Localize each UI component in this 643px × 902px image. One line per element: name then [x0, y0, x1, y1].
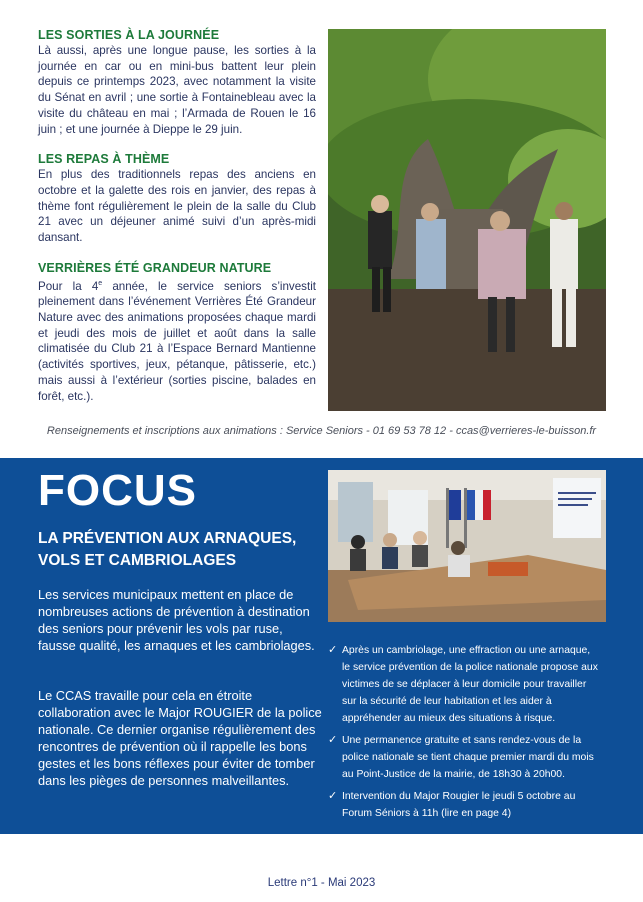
section-title-sorties: LES SORTIES À LA JOURNÉE	[38, 28, 220, 42]
checkmark-icon: ✓	[328, 644, 338, 656]
section-body-sorties: Là aussi, après une longue pause, les sorties à la journée en car ou en mini-bus battent leur plein depuis ce printemps 2023, avec notamment la visite du Sénat en avril ; une sortie à Fontainebleau avec la visite du château en mai ; l’Armada de Rouen le 16 juin ; et une journée à Dieppe le 29 juin.	[38, 44, 316, 136]
focus-paragraph-1: Les services municipaux mettent en place de nombreuses actions de prévention à destination des seniors pour prévenir les vols par ruse, fausse qualité, les arnaques et les cambriolages.	[38, 587, 315, 653]
seniors-tree-photo	[328, 29, 606, 411]
section-body-repas: En plus des traditionnels repas des anciens en octobre et la galette des rois en janvier, des repas à thème font régulièrement le plein de la salle du Club 21 avec un déjeuner animé suivi d’un après-midi dansant.	[38, 168, 316, 245]
section-body-verrieres	[38, 276, 316, 404]
focus-checklist	[328, 642, 600, 827]
verrieres-body-rest: année, le service seniors s’investit pleinement dans l’événement Verrières Été Grandeur Nature avec des animations proposées chaque mardi et jeudi des mois de juillet et août dans la salle climatisée du Club 21 à l’Espace Bernard Mantienne (activités sportives, jeux, pétanque, pâtisserie, etc.) mais aussi à l’extérieur (sorties piscine, balades en forêt, etc.).	[38, 279, 316, 403]
focus-paragraph-2: Le CCAS travaille pour cela en étroite collaboration avec le Major ROUGIER de la police nationale. Ce dernier organise régulièrement des rencontres de prévention où il rappelle les bons gestes et les bons réflexes pour éviter de tomber dans les pièges de personnes malveillantes.	[38, 688, 322, 788]
focus-section	[0, 458, 643, 834]
check-item-text: Une permanence gratuite et sans rendez-vous de la police nationale se tient chaque premier mardi du mois au Point-Justice de la mairie, de 18h30 à 20h00.	[342, 735, 594, 780]
check-item	[328, 642, 600, 727]
checkmark-icon: ✓	[328, 734, 338, 746]
check-item-text: Intervention du Major Rougier le jeudi 5 octobre au Forum Séniors à 11h (lire en page 4)	[342, 791, 576, 819]
verrieres-body-sup: e	[98, 279, 103, 287]
left-column	[38, 27, 316, 418]
section-title-verrieres: VERRIÈRES ÉTÉ GRANDEUR NATURE	[38, 260, 272, 275]
meeting-room-photo	[328, 470, 606, 622]
check-item	[328, 732, 600, 783]
footer: Lettre n°1 - Mai 2023	[267, 877, 376, 889]
info-line: Renseignements et inscriptions aux animations : Service Seniors - 01 69 53 78 12 - ccas@verrieres-le-buisson.fr	[46, 425, 597, 437]
verrieres-body-start: Pour la 4	[38, 279, 99, 293]
focus-subtitle: LA PRÉVENTION AUX ARNAQUES, VOLS ET CAMBRIOLAGES	[38, 530, 297, 569]
check-item	[328, 788, 600, 822]
check-item-text: Après un cambriolage, une effraction ou une arnaque, le service prévention de la police nationale propose aux victimes de se déplacer à leur domicile pour travailler sur la sécurité de leur habitation et les aider à appréhender au mieux des situations à risque.	[342, 645, 598, 724]
checkmark-icon: ✓	[328, 790, 338, 802]
section-title-repas: LES REPAS À THÈME	[38, 152, 170, 167]
focus-title: FOCUS	[38, 466, 197, 515]
